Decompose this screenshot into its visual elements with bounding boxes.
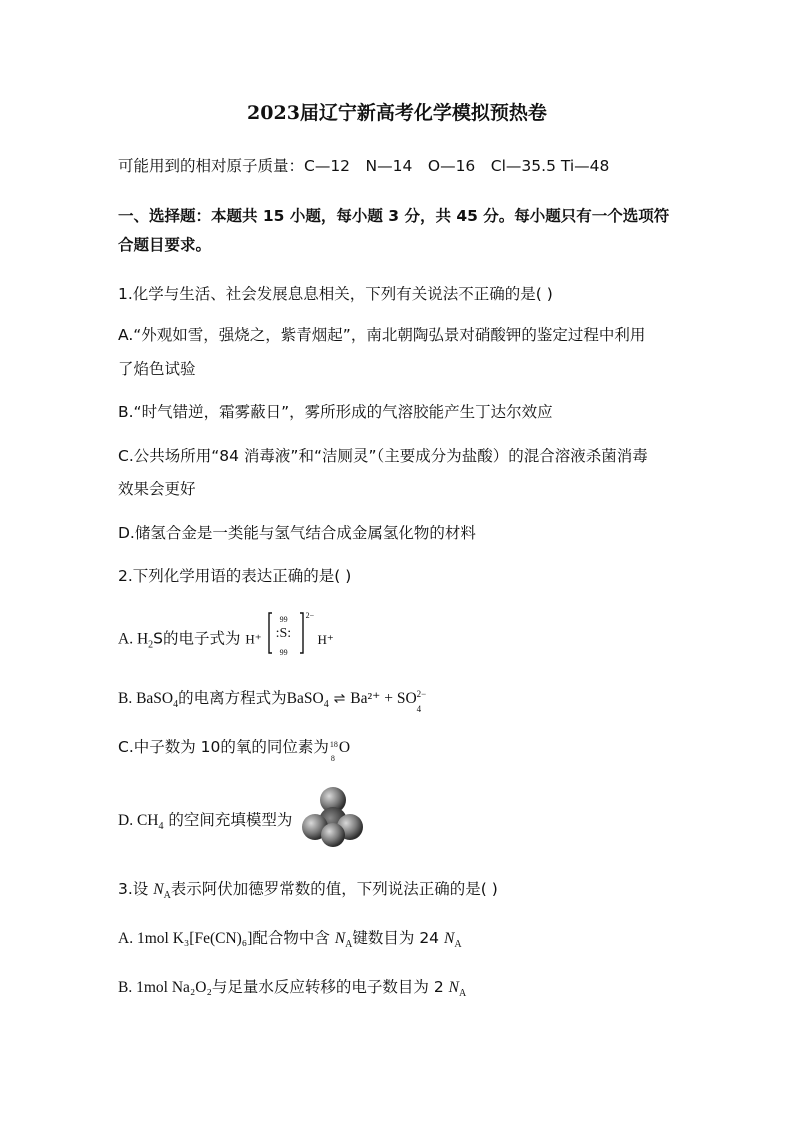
- na-symbol: N: [153, 881, 164, 898]
- q3-a-text: 配合物中含: [252, 929, 335, 947]
- na-symbol: N: [448, 979, 459, 996]
- atomic-masses: 可能用到的相对原子质量：C—12 N—14 O—16 Cl—35.5 Ti—48: [118, 157, 610, 175]
- q2-a-sub: 2: [148, 639, 154, 651]
- atomic-number: 8: [330, 754, 335, 763]
- q2-d-sub: 4: [158, 821, 164, 833]
- sulfur-symbol: :S:: [275, 626, 292, 641]
- q2-a-text: S的电子式为: [153, 629, 241, 648]
- q1-option-b: B.“时气错逆，霜雾蔽日”，雾所形成的气溶胶能产生丁达尔效应: [118, 403, 553, 421]
- q2-option-d: [118, 810, 292, 837]
- q3-a-amount: A. 1mol: [118, 930, 173, 947]
- q2-b-formula: B. BaSO: [118, 690, 174, 707]
- page-title: 2023届辽宁新高考化学模拟预热卷: [247, 102, 547, 124]
- q3-a-formula: K₃[Fe(CN)₆]: [172, 930, 253, 947]
- q1-option-a-line2: 了焰色试验: [118, 360, 196, 378]
- charge-label: 2−: [305, 611, 315, 620]
- q2-stem: 2.下列化学用语的表达正确的是( ): [118, 567, 352, 585]
- q3-stem-prefix: 3.设: [118, 880, 154, 898]
- na-sub: A: [454, 939, 462, 951]
- lone-pair-bottom: 99: [279, 648, 288, 657]
- oxygen-symbol: O: [338, 739, 351, 756]
- mass-number: 18: [329, 740, 338, 749]
- section-heading-line1: 一、选择题：本题共 15 小题，每小题 3 分，共 45 分。每小题只有一个选项符: [118, 207, 670, 225]
- q3-stem-suffix: 表示阿伏加德罗常数的值，下列说法正确的是( ): [170, 880, 498, 898]
- q2-option-c: [118, 737, 351, 763]
- lone-pair-top: 99: [279, 615, 288, 624]
- electron-formula-bracket: [267, 611, 315, 657]
- q2-d-formula: D. CH: [118, 812, 159, 829]
- sulfate-charge: 2−: [416, 689, 427, 699]
- q3-option-a: [118, 928, 462, 955]
- na-symbol: N: [443, 930, 455, 947]
- sulfate-sub: 4: [416, 704, 422, 714]
- q3-a-text2: 键数目为 24: [352, 929, 444, 947]
- q1-option-d: D.储氢合金是一类能与氢气结合成金属氢化物的材料: [118, 524, 476, 542]
- q2-b-sub: 4: [173, 699, 179, 711]
- na-symbol: N: [334, 930, 346, 947]
- q2-option-a: [118, 611, 334, 657]
- q2-b-text: 的电离方程式为: [178, 689, 287, 707]
- section-heading-line2: 合题目要求。: [118, 236, 212, 254]
- q3-option-b: [118, 977, 466, 1004]
- q1-option-c-line2: 效果会更好: [118, 480, 196, 498]
- q2-a-formula: A. H: [118, 630, 149, 648]
- q2-c-text: C.中子数为 10的氧的同位素为: [118, 738, 329, 756]
- methane-space-filling-model-icon: [300, 786, 366, 848]
- q2-b-products: Ba²⁺ + SO: [350, 690, 417, 707]
- na-sub: A: [163, 890, 171, 902]
- q3-stem: [118, 879, 498, 906]
- q2-a-h1: H⁺: [245, 631, 262, 647]
- na-sub: A: [458, 988, 467, 1000]
- reversible-arrow-icon: ⇌: [333, 692, 346, 707]
- q2-option-b: [118, 688, 435, 715]
- q2-b-reactant: BaSO: [286, 690, 324, 707]
- q3-b-amount: B. 1mol: [118, 979, 172, 996]
- q1-option-a-line1: A.“外观如雪，强烧之，紫青烟起”，南北朝陶弘景对硝酸钾的鉴定过程中利用: [118, 326, 646, 344]
- q3-b-text: 与足量水反应转移的电子数目为 2: [211, 978, 449, 996]
- q2-d-text: 的空间充填模型为: [163, 811, 293, 829]
- na-sub: A: [345, 939, 353, 951]
- q1-stem: 1.化学与生活、社会发展息息相关，下列有关说法不正确的是( ): [118, 285, 553, 303]
- q2-b-reactant-sub: 4: [323, 699, 329, 711]
- q3-b-formula: Na₂O₂: [171, 979, 212, 996]
- q1-option-c-line1: C.公共场所用“84 消毒液”和“洁厕灵”（主要成分为盐酸）的混合溶液杀菌消毒: [118, 447, 648, 465]
- q2-a-h2: H⁺: [317, 631, 334, 647]
